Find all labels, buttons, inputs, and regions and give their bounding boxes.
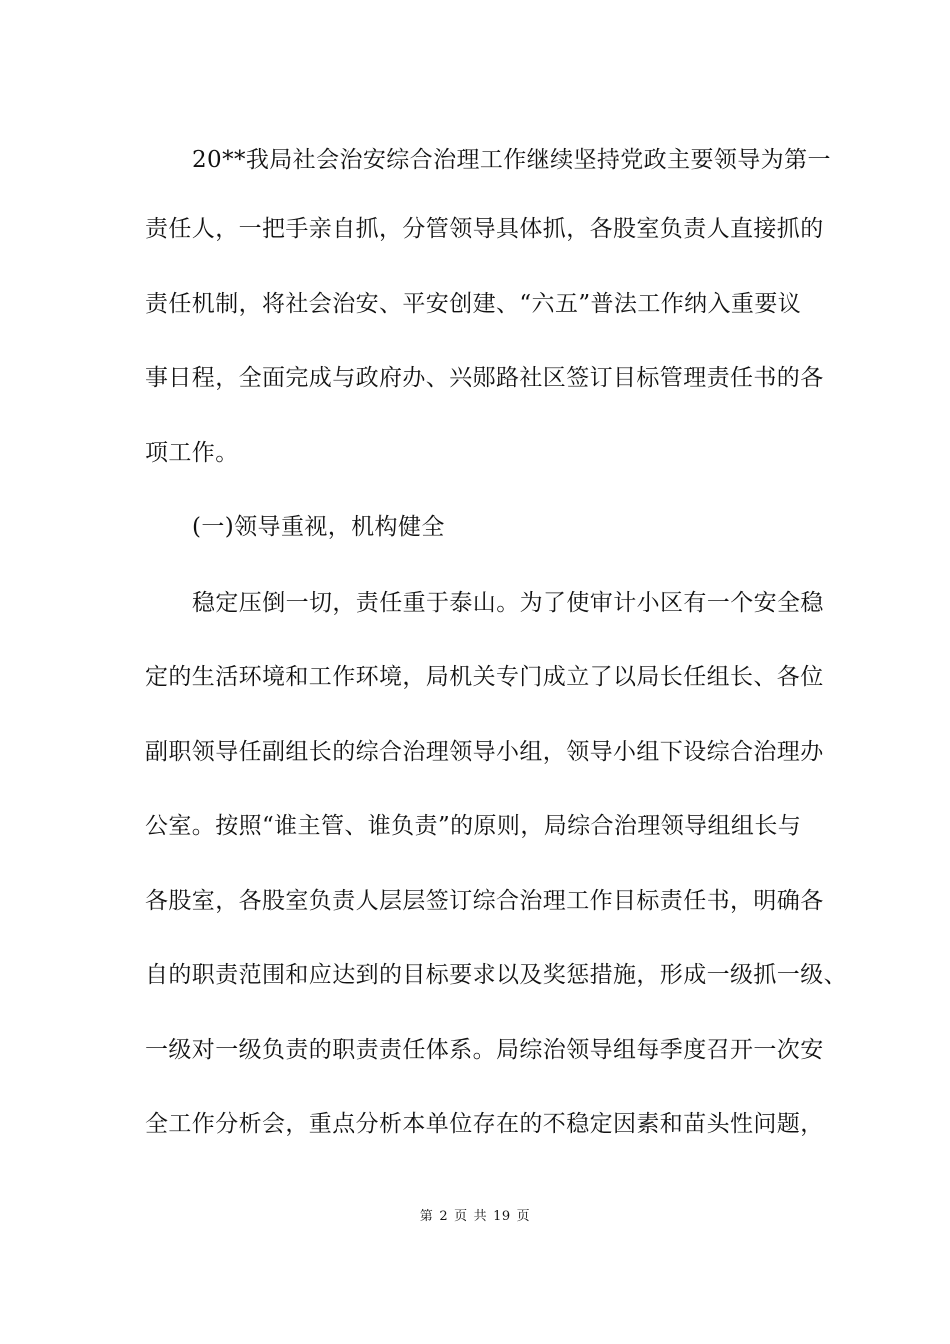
paragraph-1-line-5: 项工作。: [145, 440, 239, 466]
paragraph-1-line-1: 20**我局社会治安综合治理工作继续坚持党政主要领导为第一: [192, 147, 831, 173]
paragraph-2-line-8: 全工作分析会，重点分析本单位存在的不稳定因素和苗头性问题，: [145, 1111, 824, 1137]
paragraph-2-line-5: 各股室，各股室负责人层层签订综合治理工作目标责任书，明确各: [145, 888, 824, 914]
footer-label-total: 共: [473, 1209, 488, 1224]
paragraph-2-line-7: 一级对一级负责的职责责任体系。局综治领导组每季度召开一次安: [145, 1037, 824, 1063]
paragraph-2-line-4: 公室。按照“谁主管、谁负责”的原则，局综合治理领导组组长与: [145, 813, 802, 839]
footer-label-unit: 页: [454, 1209, 468, 1224]
paragraph-2-line-1: 稳定压倒一切，责任重于泰山。为了使审计小区有一个安全稳: [192, 590, 824, 616]
page-footer: [0, 1208, 950, 1226]
footer-label-unit-2: 页: [516, 1209, 531, 1224]
section-heading: (一)领导重视，机构健全: [192, 514, 445, 540]
footer-total-pages: 19: [493, 1209, 511, 1224]
footer-label-page: 第: [419, 1209, 434, 1224]
footer-page-number: 2: [439, 1209, 449, 1224]
paragraph-1-line-3: 责任机制，将社会治安、平安创建、“六五”普法工作纳入重要议: [145, 291, 802, 317]
paragraph-2-line-2: 定的生活环境和工作环境，局机关专门成立了以局长任组长、各位: [145, 664, 824, 690]
paragraph-2-line-6: 自的职责范围和应达到的目标要求以及奖惩措施，形成一级抓一级、: [145, 962, 847, 988]
paragraph-1-line-2: 责任人，一把手亲自抓，分管领导具体抓，各股室负责人直接抓的: [145, 216, 824, 242]
paragraph-1-line-4: 事日程，全面完成与政府办、兴郧路社区签订目标管理责任书的各: [145, 365, 824, 391]
paragraph-2-line-3: 副职领导任副组长的综合治理领导小组，领导小组下设综合治理办: [145, 739, 824, 765]
